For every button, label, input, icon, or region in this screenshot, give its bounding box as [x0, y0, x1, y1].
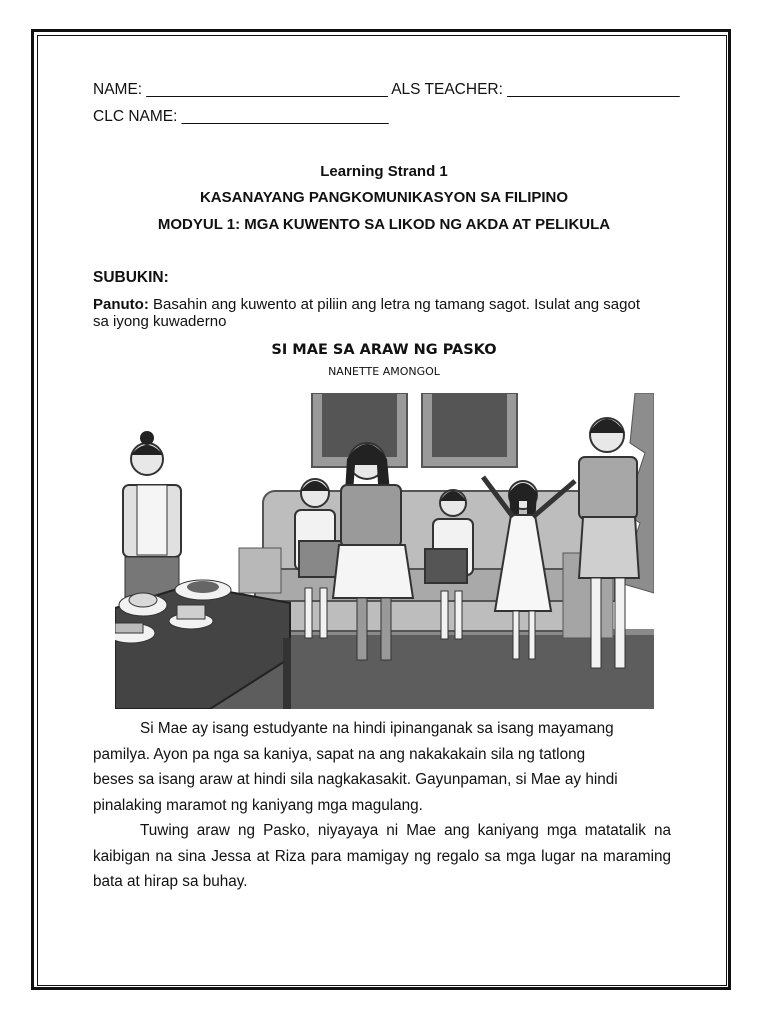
story-line: pamilya. Ayon pa nga sa kaniya, sapat na ang nakakakain sila ng tatlong	[93, 745, 586, 763]
story-line: pinalaking maramot ng kaniyang mga magulang.	[93, 796, 423, 814]
story-line: Tuwing araw ng Pasko, niyayaya ni Mae ang kaniyang mga matatalik na	[140, 822, 671, 839]
clc-name-line: CLC NAME: ________________________	[93, 108, 389, 125]
story-paragraph-2	[93, 818, 671, 895]
learning-strand: Learning Strand 1	[320, 163, 448, 180]
story-line: kaibigan na sina Jessa at Riza para mamigay ng regalo sa mga lugar na maraming	[93, 847, 671, 865]
subject-title: KASANAYANG PANGKOMUNIKASYON SA FILIPINO	[199, 189, 569, 206]
name-teacher-line: NAME: ____________________________ ALS TEACHER: ____________________	[93, 81, 680, 98]
instruction-label: Panuto:	[93, 296, 149, 313]
section-heading: SUBUKIN:	[93, 269, 169, 286]
story-paragraph-1	[93, 716, 671, 818]
christmas-illustration	[115, 393, 654, 709]
module-title: MODYUL 1: MGA KUWENTO SA LIKOD NG AKDA AT PELIKULA	[157, 216, 611, 233]
story-title: SI MAE SA ARAW NG PASKO	[271, 342, 497, 358]
story-line: bata at hirap sa buhay.	[93, 873, 248, 890]
instruction-line-1	[93, 296, 640, 313]
instruction-line-2: sa iyong kuwaderno	[93, 313, 227, 330]
story-author: NANETTE AMONGOL	[328, 365, 440, 378]
story-line: Si Mae ay isang estudyante na hindi ipinanganak sa isang mayamang	[140, 720, 614, 737]
story-line: beses sa isang araw at hindi sila nagkakasakit. Gayunpaman, si Mae ay hindi	[93, 771, 618, 788]
instruction-text: Basahin ang kuwento at piliin ang letra ng tamang sagot. Isulat ang sagot	[148, 296, 640, 313]
